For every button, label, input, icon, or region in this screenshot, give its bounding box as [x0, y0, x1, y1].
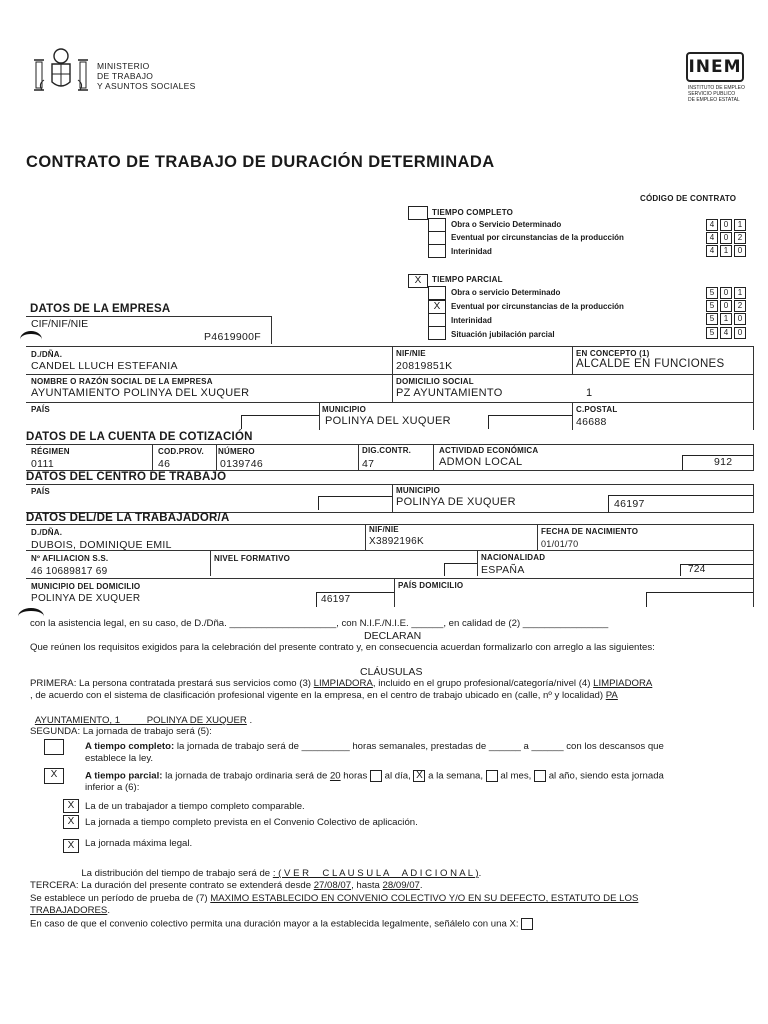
ft-option-3-label: Interinidad — [451, 247, 492, 256]
pt-code-4-b: 4 — [720, 327, 732, 339]
segunda-heading: SEGUNDA: La jornada de trabajo será (5): — [30, 726, 212, 737]
completo-text: la jornada de trabajo será de _________ horas semanales, prestadas de ______ a ______ con los descansos que — [174, 741, 664, 752]
tercera-end: . — [419, 880, 423, 891]
cotizacion-dig-value[interactable]: 47 — [362, 458, 375, 470]
inem-subtitle — [688, 85, 745, 103]
trabajador-municipio-label: MUNICIPIO DEL DOMICILIO — [31, 582, 141, 591]
pt-code-1-a: 5 — [706, 287, 718, 299]
al-dia-checkbox[interactable] — [370, 770, 382, 782]
primera-line-3 — [30, 703, 252, 727]
empresa-domicilio-number[interactable]: 1 — [586, 387, 593, 399]
distribucion-text: La distribución del tiempo de trabajo será de — [81, 868, 273, 879]
empresa-municipio-label: MUNICIPIO — [322, 405, 367, 414]
trabajador-municipio-cp[interactable]: 46197 — [321, 594, 351, 605]
inem-sub-3: DE EMPLEO ESTATAL — [688, 97, 740, 103]
trabajador-paisdom-label: PAÍS DOMICILIO — [398, 581, 464, 590]
primera-puesto[interactable]: LIMPIADORA — [313, 678, 373, 689]
pt-option-2-label: Eventual por circunstancias de la producción — [451, 302, 624, 311]
pt-option-4-label: Situación jubilación parcial — [451, 330, 555, 339]
tercera-desde[interactable]: 27/08/07 — [313, 880, 352, 891]
al-dia-label: al día, — [384, 770, 411, 782]
ft-code-1-c: 1 — [734, 219, 746, 231]
empresa-razon-value[interactable]: AYUNTAMIENTO POLINYA DEL XUQUER — [31, 387, 250, 399]
ft-code-2-b: 0 — [720, 232, 732, 244]
inem-logo — [686, 52, 744, 82]
ft-option-1-label: Obra o Servicio Determinado — [451, 220, 562, 229]
pt-code-3-c: 0 — [734, 313, 746, 325]
prueba-value-2[interactable]: TRABAJADORES — [30, 905, 108, 916]
primera-line-1 — [30, 678, 758, 690]
primera-text-c: , de acuerdo con el sistema de clasificación profesional vigente en la empresa, en el centro de trabajo ubicado en (calle, nº y localidad) — [30, 690, 606, 701]
tercera-line — [30, 880, 423, 892]
prueba-line-1 — [30, 893, 638, 905]
spain-coat-of-arms-icon — [30, 44, 92, 100]
parcial-hours[interactable]: 20 — [329, 770, 341, 782]
trabajador-dona-value[interactable]: DUBOIS, DOMINIQUE EMIL — [31, 539, 172, 551]
empresa-concepto-value[interactable]: ALCALDE EN FUNCIONES — [576, 358, 725, 370]
document-title: CONTRATO DE TRABAJO DE DURACIÓN DETERMINADA — [26, 153, 495, 171]
a-la-semana-label: a la semana, — [428, 770, 484, 782]
cotizacion-actividad-code[interactable]: 912 — [714, 456, 733, 468]
trabajador-nacionalidad-code[interactable]: 724 — [688, 564, 706, 575]
completo-line-1 — [85, 741, 664, 753]
cotizacion-section-title: DATOS DE LA CUENTA DE COTIZACIÓN — [26, 431, 253, 443]
empresa-domicilio-label: DOMICILIO SOCIAL — [396, 377, 474, 386]
inem-logo-text: INEM — [688, 57, 742, 77]
sub3-checkbox[interactable]: X — [63, 839, 79, 853]
empresa-cif-value[interactable]: P4619900F — [204, 331, 261, 343]
empresa-dona-value[interactable]: CANDEL LLUCH ESTEFANIA — [31, 360, 178, 372]
reunen-text: Que reúnen los requisitos exigidos para la celebración del presente contrato y, en consecuencia acuerdan formalizarlo con arreglo a las siguientes: — [30, 642, 655, 653]
trabajador-afil-label: Nº AFILIACION S.S. — [31, 554, 109, 563]
ft-code-3-a: 4 — [706, 245, 718, 257]
cotizacion-actividad-value[interactable]: ADMON LOCAL — [439, 456, 523, 468]
al-ano-checkbox[interactable] — [534, 770, 546, 782]
empresa-cif-label: CIF/NIF/NIE — [31, 318, 89, 330]
trabajador-municipio-value[interactable]: POLINYA DE XUQUER — [31, 593, 141, 604]
empresa-dona-label: D./DÑA. — [31, 350, 63, 359]
primera-line-2 — [30, 690, 618, 702]
cotizacion-regimen-value[interactable]: 0111 — [31, 458, 54, 470]
ft-code-3-b: 1 — [720, 245, 732, 257]
cotizacion-dig-label: DIG.CONTR. — [362, 446, 412, 455]
a-la-semana-checkbox[interactable]: X — [413, 770, 425, 782]
cotizacion-regimen-label: RÉGIMEN — [31, 447, 70, 456]
centro-cp-value[interactable]: 46197 — [614, 498, 645, 510]
ministry-line-1: MINISTERIO — [97, 61, 150, 71]
part-time-label: TIEMPO PARCIAL — [432, 275, 503, 284]
inem-sub-2: SERVICIO PUBLICO — [688, 91, 736, 97]
pt-code-4-c: 0 — [734, 327, 746, 339]
ft-code-1-a: 4 — [706, 219, 718, 231]
sub2-checkbox[interactable]: X — [63, 815, 79, 829]
pt-option-4-checkbox[interactable] — [428, 326, 446, 340]
full-time-label: TIEMPO COMPLETO — [432, 208, 514, 217]
ft-code-3-c: 0 — [734, 245, 746, 257]
tercera-hasta[interactable]: 28/09/07 — [382, 880, 420, 891]
ft-option-2-label: Eventual por circunstancias de la producción — [451, 233, 624, 242]
pt-code-1-c: 1 — [734, 287, 746, 299]
trabajador-nacionalidad-value[interactable]: ESPAÑA — [481, 564, 525, 576]
distribucion-line — [76, 856, 481, 880]
sub3-label: La jornada máxima legal. — [85, 838, 193, 849]
convenio-line — [30, 918, 533, 931]
distribucion-value[interactable]: : ( V E R C L A U S U L A A D I C I O N A L ) — [272, 868, 479, 879]
centro-municipio-value[interactable]: POLINYA DE XUQUER — [396, 496, 516, 508]
empresa-nif-value[interactable]: 20819851K — [396, 360, 453, 372]
ministry-name — [97, 61, 196, 91]
convenio-text: En caso de que el convenio colectivo permita una duración mayor a la establecida legalmente, señálelo con una X: — [30, 918, 519, 930]
tiempo-parcial-checkbox[interactable]: X — [44, 768, 64, 784]
trabajador-nac-label: FECHA DE NACIMIENTO — [541, 527, 639, 536]
trabajador-section-title: DATOS DEL/DE LA TRABAJADOR/A — [26, 512, 230, 524]
pt-option-3-label: Interinidad — [451, 316, 492, 325]
pt-option-3-checkbox[interactable] — [428, 313, 446, 327]
primera-text-a: PRIMERA: La persona contratada prestará sus servicios como (3) — [30, 678, 314, 689]
cotizacion-actividad-label: ACTIVIDAD ECONÓMICA — [439, 446, 539, 455]
pt-code-4-a: 5 — [706, 327, 718, 339]
ft-code-1-b: 0 — [720, 219, 732, 231]
primera-direccion[interactable]: AYUNTAMIENTO, 1 POLINYA DE XUQUER — [34, 715, 247, 726]
empresa-nif-label: NIF/NIE — [396, 349, 426, 358]
cotizacion-numero-label: NÚMERO — [218, 447, 255, 456]
pt-code-2-b: 0 — [720, 300, 732, 312]
centro-municipio-label: MUNICIPIO — [396, 486, 441, 495]
empresa-razon-label: NOMBRE O RAZÓN SOCIAL DE LA EMPRESA — [31, 377, 213, 386]
ft-option-1-checkbox[interactable] — [428, 218, 446, 232]
completo-bold: A tiempo completo: — [85, 741, 175, 752]
trabajador-nivel-label: NIVEL FORMATIVO — [214, 554, 291, 563]
pt-code-2-a: 5 — [706, 300, 718, 312]
tiempo-completo-checkbox[interactable] — [44, 739, 64, 755]
trabajador-nac-value[interactable]: 01/01/70 — [541, 539, 579, 549]
ministry-line-2: DE TRABAJO — [97, 71, 154, 81]
centro-section-title: DATOS DEL CENTRO DE TRABAJO — [26, 471, 227, 483]
prueba-end: . — [107, 905, 110, 916]
cotizacion-numero-value[interactable]: 0139746 — [220, 458, 263, 470]
asistencia-text: con la asistencia legal, en su caso, de D./Dña. ____________________, con N.I.F./N.I.E. ______, en calidad de (2) ________________ — [30, 618, 609, 629]
prueba-line-2 — [30, 905, 110, 917]
contract-code-label: CÓDIGO DE CONTRATO — [640, 194, 737, 203]
pt-code-1-b: 0 — [720, 287, 732, 299]
al-mes-label: al mes, — [500, 770, 532, 782]
trabajador-nif-label: NIF/NIE — [369, 525, 399, 534]
pt-code-2-c: 2 — [734, 300, 746, 312]
tercera-text-a: TERCERA: La duración del presente contrato se extenderá desde — [30, 880, 314, 891]
sub1-checkbox[interactable]: X — [63, 799, 79, 813]
parcial-text-b: horas — [340, 770, 368, 782]
ft-option-3-checkbox[interactable] — [428, 244, 446, 258]
empresa-municipio-code-box[interactable] — [488, 415, 572, 429]
ft-option-2-checkbox[interactable] — [428, 231, 446, 245]
sub1-label: La de un trabajador a tiempo completo comparable. — [85, 801, 305, 812]
centro-pais-label: PAÍS — [31, 487, 50, 496]
ft-code-2-c: 2 — [734, 232, 746, 244]
parcial-text-a: la jornada de trabajo ordinaria será de — [162, 770, 330, 782]
trabajador-afil-value[interactable]: 46 10689817 69 — [31, 566, 108, 577]
pt-option-2-checkbox[interactable]: X — [428, 300, 446, 314]
parcial-bold: A tiempo parcial: — [85, 770, 163, 782]
empresa-cpostal-label: C.POSTAL — [576, 405, 618, 414]
pt-code-3-a: 5 — [706, 313, 718, 325]
trabajador-paisdom-code-box[interactable] — [646, 592, 754, 607]
pt-option-1-label: Obra o servicio Determinado — [451, 288, 561, 297]
trabajador-dona-label: D./DÑA. — [31, 528, 63, 537]
clausulas-heading: CLÁUSULAS — [360, 666, 423, 678]
primera-end: . — [246, 715, 253, 726]
cotizacion-codprov-label: COD.PROV. — [158, 447, 204, 456]
empresa-domicilio-value[interactable]: PZ AYUNTAMIENTO — [396, 387, 503, 399]
pt-option-1-checkbox[interactable] — [428, 286, 446, 300]
empresa-section-title: DATOS DE LA EMPRESA — [30, 303, 171, 315]
trabajador-nivel-code-box[interactable] — [444, 563, 477, 576]
empresa-cpostal-value[interactable]: 46688 — [576, 416, 607, 428]
tercera-text-b: , hasta — [351, 880, 383, 891]
parcial-line-2: inferior a (6): — [85, 782, 140, 793]
empresa-pais-label: PAÍS — [31, 405, 50, 414]
trabajador-nacionalidad-label: NACIONALIDAD — [481, 553, 546, 562]
ministry-line-3: Y ASUNTOS SOCIALES — [97, 81, 196, 91]
ft-code-2-a: 4 — [706, 232, 718, 244]
trabajador-nif-value[interactable]: X3892196K — [369, 536, 424, 547]
primera-categoria[interactable]: LIMPIADORA — [593, 678, 653, 689]
distribucion-end: . — [478, 868, 482, 879]
prueba-text-a: Se establece un período de prueba de (7) — [30, 893, 211, 904]
sub2-label: La jornada a tiempo completo prevista en el Convenio Colectivo de aplicación. — [85, 817, 418, 828]
full-time-checkbox[interactable] — [408, 206, 428, 220]
al-ano-label: al año, siendo esta jornada — [548, 770, 664, 782]
inem-sub-1: INSTITUTO DE EMPLEO — [688, 85, 745, 91]
empresa-municipio-value[interactable]: POLINYA DEL XUQUER — [325, 415, 451, 427]
convenio-checkbox[interactable] — [521, 918, 533, 930]
prueba-value[interactable]: MAXIMO ESTABLECIDO EN CONVENIO COLECTIVO Y/O EN SU DEFECTO, ESTATUTO DE LOS — [210, 893, 639, 904]
empresa-concepto-label: EN CONCEPTO (1) — [576, 349, 650, 358]
part-time-checkbox[interactable]: X — [408, 274, 428, 288]
empresa-pais-code-box[interactable] — [241, 415, 319, 429]
declaran-heading: DECLARAN — [364, 630, 422, 642]
primera-text-b: , incluido en el grupo profesional/categoría/nivel (4) — [372, 678, 594, 689]
al-mes-checkbox[interactable] — [486, 770, 498, 782]
parcial-line-1 — [85, 770, 664, 783]
cotizacion-codprov-value[interactable]: 46 — [158, 458, 171, 470]
centro-pais-code-box[interactable] — [318, 496, 392, 510]
pt-code-3-b: 1 — [720, 313, 732, 325]
primera-pa[interactable]: PA — [605, 690, 618, 701]
completo-line-2: establece la ley. — [85, 753, 154, 764]
